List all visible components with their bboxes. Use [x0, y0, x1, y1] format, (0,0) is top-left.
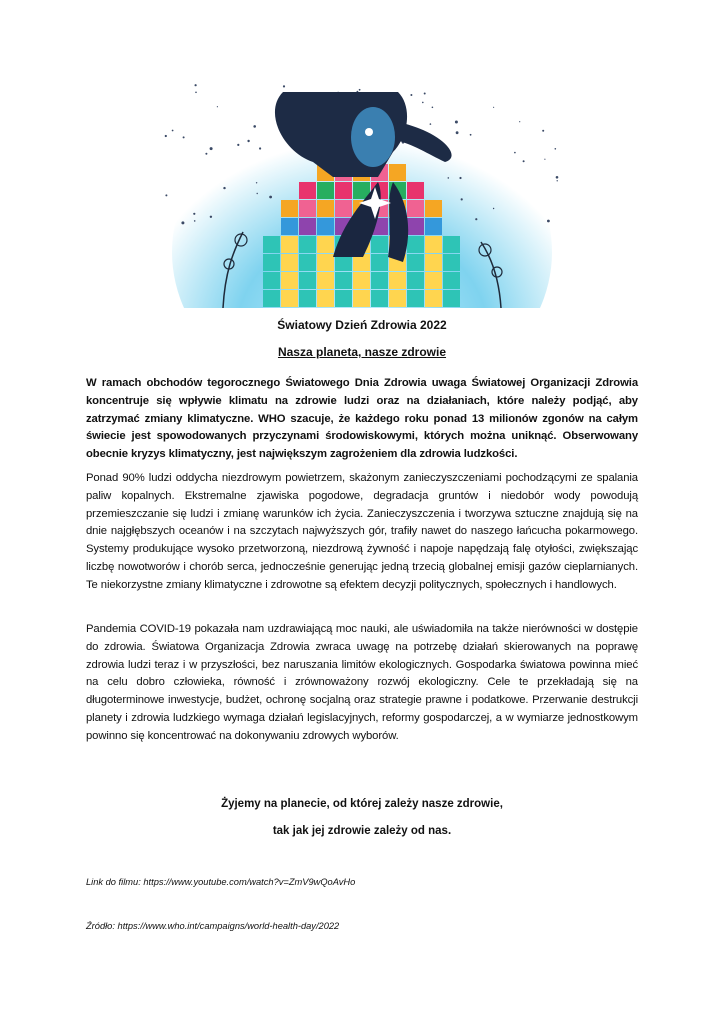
page-title: Światowy Dzień Zdrowia 2022 — [277, 318, 447, 332]
quilt-patch — [317, 236, 334, 253]
star-dot — [456, 131, 459, 134]
quilt-patch — [263, 254, 280, 271]
quilt-patch — [317, 200, 334, 217]
quilt-patch — [263, 290, 280, 307]
face-shape — [351, 107, 395, 167]
star-dot — [172, 130, 174, 132]
quilt-patch — [263, 272, 280, 289]
star-dot — [556, 176, 559, 179]
earring-shape — [365, 128, 373, 136]
quilt-patch — [443, 272, 460, 289]
star-dot — [542, 130, 544, 132]
quilt-patch — [299, 200, 316, 217]
star-dot — [259, 147, 261, 149]
star-dot — [269, 196, 272, 199]
intro-paragraph: W ramach obchodów tegorocznego Światowego Dnia Zdrowia uwaga Światowej Organizacji Zdrowia koncentruje się wpływie klimatu na zdrowie ludzi oraz na działaniach, które należy podjąć, aby zatrzymać zmiany klimatyczne. WHO szacuje, że każdego roku ponad 13 milionów zgonów na całym świecie jest spowodowanych przyczynami środowiskowymi, których można uniknąć. Obserwowany obecnie kryzys klimatyczny, jest największym zagrożeniem dla zdrowia ludzkości. — [86, 377, 638, 461]
star-dot — [424, 93, 426, 95]
star-dot — [470, 134, 472, 136]
quilt-patch — [371, 272, 388, 289]
quilt-patch — [317, 218, 334, 235]
star-dot — [256, 182, 257, 183]
quilt-patch — [281, 200, 298, 217]
quilt-patch — [317, 182, 334, 199]
quilt-patch — [407, 200, 424, 217]
star-dot — [557, 180, 558, 181]
quilt-patch — [317, 290, 334, 307]
star-dot — [283, 85, 285, 87]
quilt-patch — [263, 236, 280, 253]
quilt-patch — [317, 254, 334, 271]
quilt-patch — [407, 290, 424, 307]
star-dot — [247, 140, 249, 142]
quilt-patch — [299, 236, 316, 253]
star-dot — [493, 107, 494, 108]
quilt-patch — [335, 182, 352, 199]
star-dot — [253, 125, 256, 128]
page-subtitle: Nasza planeta, nasze zdrowie — [277, 345, 447, 359]
quilt-patch — [335, 290, 352, 307]
star-dot — [422, 102, 424, 104]
quilt-patch — [371, 254, 388, 271]
source-link[interactable]: Źródło: https://www.who.int/campaigns/world-health-day/2022 — [86, 921, 340, 931]
star-dot — [544, 159, 545, 160]
star-dot — [514, 152, 516, 154]
quilt-patch — [371, 236, 388, 253]
star-dot — [217, 106, 218, 107]
quilt-patch — [443, 236, 460, 253]
star-dot — [195, 84, 197, 86]
quilt-patch — [353, 290, 370, 307]
quilt-patch — [443, 290, 460, 307]
star-dot — [475, 218, 477, 220]
star-dot — [461, 198, 463, 200]
quilt-patch — [389, 164, 406, 181]
quilt-patch — [425, 290, 442, 307]
quilt-patch — [281, 254, 298, 271]
quilt-patch — [425, 272, 442, 289]
quilt-patch — [299, 254, 316, 271]
star-dot — [237, 144, 239, 146]
star-dot — [448, 177, 450, 179]
star-dot — [430, 123, 432, 125]
quilt-patch — [407, 218, 424, 235]
body-paragraph-1: Ponad 90% ludzi oddycha niezdrowym powietrzem, skażonym zanieczyszczeniami pochodzącymi ze spalania paliw kopalnych. Ekstremalne zjawiska pogodowe, degradacja gruntów i niedobór wody powodują przemieszczanie się ludzi i zmianę warunków ich życia. Zanieczyszczenia i tworzywa sztuczne znajdują się na dnie najgłębszych oceanów i na szczytach najwyższych gór, trafiły nawet do naszego łańcucha pokarmowego. Systemy produkujące wysoko przetworzoną, niezdrową żywność i napoje napędzają falę otyłości, zwiększając liczbę nowotworów i chorób serca, jednocześnie generując jedną trzecią globalnej emisji gazów cieplarnianych. Te niekorzystne zmiany klimatyczne i zdrowotne są efektem decyzji politycznych, społecznych i handlowych. — [86, 472, 638, 591]
star-dot — [359, 89, 361, 91]
star-dot — [165, 194, 167, 196]
star-dot — [459, 177, 461, 179]
star-dot — [493, 208, 494, 209]
body-paragraph-2: Pandemia COVID-19 pokazała nam uzdrawiającą moc nauki, ale uświadomiła na także nierówności w dostępie do zdrowia. Światowa Organizacja Zdrowia zwraca uwagę na potrzebę działań skierowanych na poprawę zdrowia ludzi teraz i w przyszłości, bez naruszania limitów ekologicznych. Gospodarka światowa powinna mieć na celu dobro człowieka, równość i zrównoważony rozwój ekologiczny. Cele te przekładają się na długoterminowe inwestycje, budżet, ochronę socjalną oraz strategie prawne i podatkowe. Przerwanie destrukcji planety i zdrowia ludzkiego wymaga działań legislacyjnych, reformy gospodarczej, a w wymiarze jednostkowym powinno się koncentrować na dokonywaniu zdrowych wyborów. — [86, 623, 638, 742]
quilt-patch — [425, 254, 442, 271]
quilt-patch — [407, 182, 424, 199]
star-dot — [455, 121, 458, 124]
star-dot — [193, 213, 195, 215]
star-dot — [210, 216, 212, 218]
quilt-patch — [281, 290, 298, 307]
star-dot — [210, 147, 213, 150]
star-dot — [165, 135, 167, 137]
star-dot — [257, 193, 258, 194]
quilt-patch — [335, 272, 352, 289]
quilt-patch — [425, 236, 442, 253]
quilt-patch — [317, 272, 334, 289]
quilt-patch — [299, 218, 316, 235]
header-illustration — [163, 82, 561, 308]
quilt-patch — [281, 218, 298, 235]
film-link[interactable]: Link do filmu: https://www.youtube.com/watch?v=ZmV9wQoAvHo — [86, 877, 356, 887]
woman-planet-illustration — [163, 82, 561, 308]
star-dot — [195, 92, 197, 94]
quilt-patch — [371, 290, 388, 307]
quilt-patch — [353, 272, 370, 289]
quilt-patch — [299, 290, 316, 307]
star-dot — [181, 221, 184, 224]
star-dot — [223, 187, 225, 189]
quilt-patch — [299, 182, 316, 199]
star-dot — [205, 153, 207, 155]
star-dot — [523, 160, 525, 162]
quilt-patch — [425, 218, 442, 235]
quilt-patch — [335, 200, 352, 217]
quilt-patch — [407, 254, 424, 271]
quilt-patch — [281, 272, 298, 289]
star-dot — [555, 148, 557, 150]
star-dot — [194, 220, 196, 222]
quilt-patch — [407, 272, 424, 289]
quilt-patch — [281, 236, 298, 253]
star-dot — [519, 121, 520, 122]
star-dot — [432, 107, 434, 109]
star-dot — [410, 94, 412, 96]
closing-quote-line-2: tak jak jej zdrowie zależy od nas. — [272, 825, 452, 837]
closing-quote-line-1: Żyjemy na planecie, od której zależy nasze zdrowie, — [221, 798, 503, 810]
star-dot — [547, 220, 550, 223]
quilt-patch — [443, 254, 460, 271]
quilt-patch — [407, 236, 424, 253]
quilt-patch — [299, 272, 316, 289]
star-dot — [183, 136, 185, 138]
quilt-patch — [389, 272, 406, 289]
quilt-patch — [389, 290, 406, 307]
quilt-patch — [425, 200, 442, 217]
